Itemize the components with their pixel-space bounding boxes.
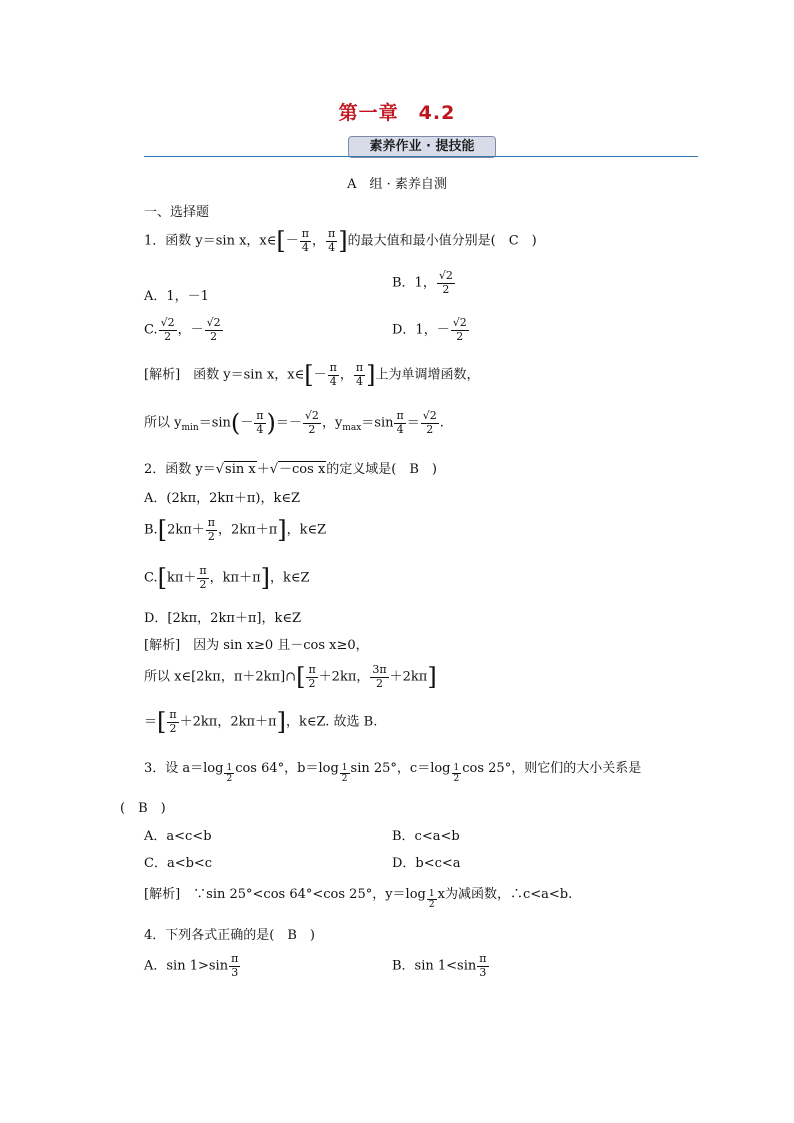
- q3-option-b: B．c<a<b: [392, 829, 460, 844]
- option-text: ，2kπ＋π: [218, 522, 278, 538]
- numerator: π: [355, 361, 364, 374]
- numerator: π: [396, 409, 404, 422]
- comma: ，: [177, 322, 191, 338]
- numerator: 1: [453, 762, 460, 773]
- subscript: min: [181, 423, 199, 434]
- bracket-left: [: [157, 708, 167, 737]
- q1-option-a: A．1，－1: [144, 289, 209, 304]
- bracket-left: [: [296, 663, 306, 692]
- numerator: √2: [304, 409, 319, 422]
- numerator: π: [301, 227, 309, 240]
- option-label: C.: [144, 322, 158, 338]
- numerator: π: [479, 952, 487, 965]
- q3-option-c: C．a<b<c: [144, 856, 213, 871]
- fraction: [477, 953, 488, 979]
- numerator: 1: [341, 762, 348, 773]
- explanation-text: 所以 x∈[2kπ，π＋2kπ]∩: [144, 669, 297, 685]
- denominator: 2: [210, 329, 218, 343]
- explanation-text: ＝: [406, 415, 420, 431]
- plus-sign: ＋: [256, 462, 270, 477]
- bracket-right: ]: [427, 663, 437, 692]
- denominator: 4: [329, 374, 337, 388]
- q3-stem-part-b: cos 64°，b＝log: [235, 761, 339, 776]
- explanation-text: ，k∈Z. 故选 B.: [285, 714, 378, 730]
- numerator: π: [328, 227, 336, 240]
- explanation-text: ＝: [144, 714, 158, 730]
- option-label: A．sin 1>sin: [144, 958, 229, 974]
- section-heading: 一、选择题: [144, 205, 210, 220]
- fraction: [167, 709, 178, 735]
- q1-stem-part-b: 的最大值和最小值分别是( C ): [347, 233, 537, 249]
- denominator: 2: [426, 422, 434, 436]
- explanation-text: 所以 y: [144, 415, 182, 431]
- fraction: [451, 317, 469, 343]
- log-base: [339, 762, 351, 784]
- denominator: 2: [199, 577, 207, 591]
- fraction: [354, 362, 365, 388]
- denominator: 4: [301, 240, 309, 254]
- q2-explanation-2: [144, 664, 437, 690]
- fraction: [206, 517, 217, 543]
- bracket-right: ]: [277, 516, 287, 545]
- fraction: [427, 889, 437, 911]
- q2-explanation-3: [144, 709, 377, 735]
- denominator: 2: [453, 774, 460, 784]
- option-text: kπ＋: [167, 570, 197, 586]
- denominator: 2: [308, 422, 316, 436]
- numerator: π: [308, 663, 316, 676]
- explanation-text: 上为单调增函数，: [375, 367, 480, 383]
- explanation-text: ＝sin: [361, 415, 394, 431]
- numerator: √2: [160, 316, 175, 329]
- denominator: 4: [396, 422, 404, 436]
- q1-option-b: [392, 270, 456, 296]
- option-text: ，k∈Z: [286, 522, 327, 538]
- fraction: [197, 565, 208, 591]
- q4-option-a: [144, 953, 241, 979]
- minus-sign: －: [240, 415, 254, 431]
- denominator: 2: [164, 329, 172, 343]
- fraction: [326, 228, 337, 254]
- q2-explanation-1: [解析] 因为 sin x≥0 且－cos x≥0，: [144, 638, 369, 653]
- bracket-right: ]: [338, 227, 348, 256]
- numerator: π: [207, 516, 215, 529]
- fraction: [300, 228, 311, 254]
- q3-option-d: D．b<c<a: [392, 856, 461, 871]
- numerator: π: [199, 564, 207, 577]
- q1-explanation-1: [144, 362, 480, 388]
- option-text: 2kπ＋: [167, 522, 205, 538]
- bracket-right: ]: [366, 361, 376, 390]
- section-banner: 素养作业 · 提技能: [348, 136, 496, 158]
- q2-option-b: [144, 517, 326, 543]
- fraction: [328, 362, 339, 388]
- denominator: 4: [356, 374, 363, 388]
- denominator: 3: [479, 965, 487, 979]
- numerator: √2: [452, 316, 467, 329]
- fraction: [421, 410, 439, 436]
- numerator: 3π: [372, 663, 387, 676]
- explanation-text: ＋2kπ，: [318, 669, 370, 685]
- q4-option-b: [392, 953, 490, 979]
- q1-explanation-2: [144, 410, 444, 436]
- denominator: 2: [428, 900, 435, 910]
- explanation-text: ，y: [321, 415, 343, 431]
- q3-stem-part-d: cos 25°，则它们的大小关系是: [462, 761, 642, 776]
- q2-option-c: [144, 565, 310, 591]
- denominator: 2: [341, 774, 348, 784]
- fraction: [159, 317, 177, 343]
- denominator: 4: [256, 422, 264, 436]
- q1-stem-part-a: 1．函数 y＝sin x，x∈: [144, 233, 277, 249]
- question-1-stem: [144, 228, 537, 254]
- fraction: [340, 763, 350, 785]
- radicand: －cos x: [279, 462, 326, 477]
- option-text: ，k∈Z: [270, 570, 310, 586]
- q3-stem-part-c: sin 25°，c＝log: [350, 761, 451, 776]
- denominator: 2: [308, 676, 316, 690]
- fraction: [205, 317, 223, 343]
- bracket-left: [: [304, 361, 314, 390]
- question-4-stem: 4．下列各式正确的是( B ): [144, 928, 315, 943]
- numerator: π: [169, 708, 177, 721]
- option-label: C.: [144, 570, 158, 586]
- numerator: √2: [206, 316, 221, 329]
- numerator: √2: [422, 409, 437, 422]
- q2-option-a: A．(2kπ，2kπ＋π)，k∈Z: [144, 491, 300, 506]
- fraction: [452, 763, 462, 785]
- page-title: 第一章 4.2: [338, 102, 456, 124]
- numerator: π: [329, 361, 337, 374]
- denominator: 2: [169, 721, 177, 735]
- explanation-text: ＋2kπ: [389, 669, 428, 685]
- paren-right: ): [266, 409, 276, 438]
- option-label: D．1，－: [392, 322, 450, 338]
- bracket-right: ]: [260, 564, 270, 593]
- minus-sign: －: [313, 367, 327, 383]
- log-base: [451, 762, 463, 784]
- minus-sign: －: [190, 322, 204, 338]
- fraction: [437, 270, 455, 296]
- explanation-text: [解析] 函数 y＝sin x，x∈: [144, 367, 305, 383]
- divider-line: [144, 156, 698, 157]
- fraction: [394, 410, 405, 436]
- q2-option-d: D．[2kπ，2kπ＋π]，k∈Z: [144, 611, 302, 626]
- denominator: 2: [207, 529, 215, 543]
- q3-stem-part-a: 3．设 a＝log: [144, 761, 224, 776]
- denominator: 2: [226, 774, 233, 784]
- q3-explanation: [144, 883, 572, 910]
- option-label: B．1，: [392, 275, 436, 291]
- minus-sign: －: [285, 233, 299, 249]
- option-label: B.: [144, 522, 158, 538]
- fraction: [224, 763, 234, 785]
- option-label: B．sin 1<sin: [392, 958, 477, 974]
- paren-left: (: [230, 409, 241, 438]
- comma: ，: [312, 233, 326, 249]
- period: .: [439, 415, 444, 431]
- q3-option-a: A．a<c<b: [144, 829, 212, 844]
- numerator: 1: [226, 762, 233, 773]
- q3-answer-cont: ( B ): [120, 801, 166, 816]
- explanation-text: x为减函数，∴c<a<b.: [437, 887, 573, 902]
- fraction: [303, 410, 321, 436]
- comma: ，: [339, 367, 353, 383]
- bracket-left: [: [276, 227, 286, 256]
- explanation-text: ＋2kπ，2kπ＋π: [179, 714, 277, 730]
- numerator: 1: [428, 888, 435, 899]
- fraction: [306, 664, 317, 690]
- q2-stem-part-a: 2．函数 y＝: [144, 462, 216, 477]
- log-base: [426, 888, 438, 910]
- fraction: [370, 664, 388, 690]
- bracket-left: [: [157, 516, 168, 545]
- bracket-right: ]: [276, 708, 286, 737]
- subscript: max: [342, 423, 362, 434]
- numerator: π: [256, 409, 264, 422]
- q1-option-c: [144, 317, 224, 343]
- q2-stem-part-e: 的定义域是( B ): [326, 462, 437, 477]
- denominator: 2: [442, 282, 450, 296]
- q1-option-d: [392, 317, 470, 343]
- denominator: 2: [375, 676, 383, 690]
- explanation-text: ＝－: [275, 415, 302, 431]
- option-text: ，kπ＋π: [209, 570, 261, 586]
- fraction: [229, 953, 240, 979]
- question-2-stem: 2．函数 y＝√sin x＋√－cos x的定义域是( B ): [144, 462, 437, 477]
- denominator: 3: [231, 965, 239, 979]
- explanation-text: ＝sin: [198, 415, 231, 431]
- group-heading: A 组 · 素养自测: [347, 177, 447, 192]
- fraction: [254, 410, 265, 436]
- bracket-left: [: [157, 564, 167, 593]
- numerator: π: [231, 952, 239, 965]
- denominator: 4: [328, 240, 336, 254]
- denominator: 2: [456, 329, 464, 343]
- radicand: sin x: [225, 462, 256, 477]
- log-base: [223, 762, 235, 784]
- numerator: √2: [438, 269, 453, 282]
- question-3-stem: [144, 757, 641, 784]
- explanation-text: [解析] ∵sin 25°<cos 64°<cos 25°，y＝log: [144, 887, 426, 902]
